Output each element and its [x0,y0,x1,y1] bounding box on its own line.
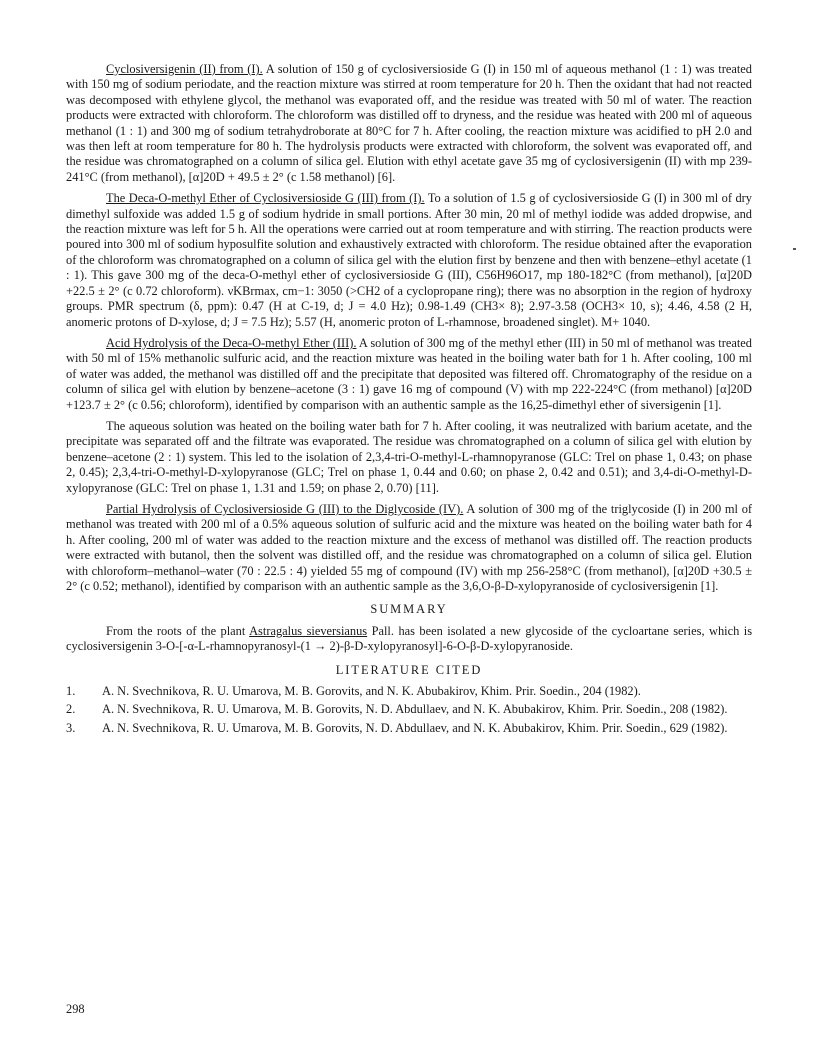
reference-number: 3. [66,720,76,735]
paragraph-text: A solution of 300 mg of the triglycoside (I) in 200 ml of methanol was treated with 200 ml of a 0.5% aqueous solution of sulfuric acid and the mixture was heated on the boiling water bath for 4 h. After cooling, 200 ml of water was added to the reaction mixture and the excess of methanol was distilled off. The reaction products were extracted with butanol, then the solvent was distilled off, and the residue was chromatographed on a column of silica gel. Elution with chloroform–methanol–water (70 : 22.5 : 4) yielded 55 mg of compound (IV) with mp 256-258°C (from methanol), [α]20D +30.5 ± 2° (c 0.52; methanol), identified by comparison with an authentic sample as the 3,6,O-β-D-xylopyranoside of cyclosiversigenin [1]. [66,501,753,593]
paragraph-text: A solution of 300 mg of the methyl ether (III) in 50 ml of methanol was treated with 50 ml of 15% methanolic sulfuric acid, and the reaction mixture was heated in the boiling water bath for 1 h. After cooling, 100 ml of water was added, the methanol was distilled off and the precipitate that deposited was filtered off. Chromatography of the residue on a column of silica gel with elution by benzene–acetone (3 : 1) gave 16 mg of compound (V) with mp 222-224°C (from methanol) [α]20D +123.7 ± 2° (c 0.56; chloroform), identified by comparison with an authentic sample as the 16,25-dimethyl ether of siversigenin [1]. [66,335,752,412]
summary-species: Astragalus sieversianus [249,623,368,638]
margin-mark [793,248,796,250]
summary-title: SUMMARY [370,602,448,617]
paragraph-aqueous-solution [66,419,752,496]
reference-item [66,702,752,717]
reference-text: A. N. Svechnikova, R. U. Umarova, M. B. Gorovits, and N. K. Abubakirov, Khim. Prir. Soedin., 204 (1982). [102,684,641,699]
reference-text: A. N. Svechnikova, R. U. Umarova, M. B. Gorovits, N. D. Abdullaev, and N. K. Abubakirov, Khim. Prir. Soedin., 629 (1982). [102,720,728,735]
page-body [66,62,752,739]
paragraph-text: A solution of 150 g of cyclosiversioside G (I) in 150 ml of aqueous methanol (1 : 1) was treated with 150 mg of sodium periodate, and the reaction mixture was stirred at room temperature for 20 h. Then the oxidant that had not reacted was decomposed with ethylene glycol, the methanol was evaporated off, and the residue was treated with 50 ml of water. The reaction products were extracted with chloroform. The chloroform was distilled off to dryness, and the residue was heated with 200 ml of aqueous methanol (1 : 1) and 300 mg of sodium tetrahydroborate at 80°C for 7 h. After cooling, the reaction mixture was acidified to pH 2.0 and was then left at room temperature for 80 h. The hydrolysis products were extracted with chloroform, the solvent was evaporated off, and the residue was chromatographed on a column of silica gel. Elution with ethyl acetate gave 35 mg of cyclosiversigenin (II) with mp 239-241°C (from methanol), [α]20D + 49.5 ± 2° (c 1.58 methanol) [6]. [66,62,752,184]
summary-text-before: From the roots of the plant [106,623,250,638]
paragraph-text: The aqueous solution was heated on the boiling water bath for 7 h. After cooling, it was neutralized with barium acetate, and the precipitate was separated off and the filtrate was evaporated. The residue was chromatographed on a column of silica gel with elution by benzene–acetone (2 : 1) system. This led to the isolation of 2,3,4-tri-O-methyl-L-rhamnopyranose (GLC: Trel on phase 1, 0.43; on phase 2, 0.45); 2,3,4-tri-O-methyl-D-xylopyranose (GLC; Trel on phase 1, 0.44 and 0.60; on phase 2, 0.42 and 0.51); and 3,4-di-O-methyl-D-xylopyranose (GLC: Trel on phase 1, 1.31 and 1.59; on phase 2, 0.70) [11]. [66,418,752,495]
paragraph-heading: Partial Hydrolysis of Cyclosiversioside G (III) to the Diglycoside (IV). [106,501,464,516]
literature-title: LITERATURE CITED [335,662,483,677]
paragraph-partial-hydrolysis [66,502,752,594]
paragraph-heading: Acid Hydrolysis of the Deca-O-methyl Ether (III). [106,335,357,350]
reference-item [66,684,752,699]
summary-text-after: Pall. has been isolated a new glycoside of the cycloartane series, which is cyclosiversigenin 3-O-[-α-L-rhamnopyranosyl-(1 → 2)-β-D-xylopyranosyl]-6-O-β-D-xylopyranoside. [66,623,753,654]
reference-number: 1. [66,684,76,699]
paragraph-cyclosiversigenin [66,62,752,185]
reference-number: 2. [66,702,76,717]
summary-paragraph [66,624,752,655]
reference-item [66,721,752,736]
reference-list [66,684,752,736]
paragraph-deca-o-methyl-ether [66,191,752,330]
paragraph-text: To a solution of 1.5 g of cyclosiversioside G (I) in 300 ml of dry dimethyl sulfoxide was added 1.5 g of sodium hydride in small portions. After 30 min, 20 ml of methyl iodide was added dropwise, and the reaction mixture was left for 5 h. All the operations were carried out at room temperature and with stirring. The reaction products were poured into 300 ml of sodium hyposulfite solution and exhaustively extracted with chloroform. The residue obtained after the evaporation of the chloroform was chromatographed on a column of silica gel with the elution first by benzene and then with benzene–ethyl acetate (1 : 1). This gave 300 mg of the deca-O-methyl ether of cyclosiversioside G (III), C56H96O17, mp 180-182°C (from methanol), [α]20D +22.5 ± 2° (c 0.72 chloroform). νKBrmax, cm−1: 3050 (>CH2 of a cyclopropane ring); there was no absorption in the region of hydroxy groups. PMR spectrum (δ, ppm): 0.47 (H at C-19, d; J = 4.0 Hz); 0.98-1.49 (CH3× 8); 2.97-3.58 (OCH3× 10, s); 4.46, 4.58 (2 H, anomeric protons of D-xylose, d; J = 7.5 Hz); 5.57 (H, anomeric proton of L-rhamnose, broadened singlet). M+ 1040. [66,191,752,329]
paragraph-heading: The Deca-O-methyl Ether of Cyclosiversioside G (III) from (I). [106,191,425,206]
paragraph-acid-hydrolysis [66,336,752,413]
page-number: 298 [66,1002,85,1016]
reference-text: A. N. Svechnikova, R. U. Umarova, M. B. Gorovits, N. D. Abdullaev, and N. K. Abubakirov, Khim. Prir. Soedin., 208 (1982). [102,702,728,717]
paragraph-heading: Cyclosiversigenin (II) from (I). [106,62,263,76]
